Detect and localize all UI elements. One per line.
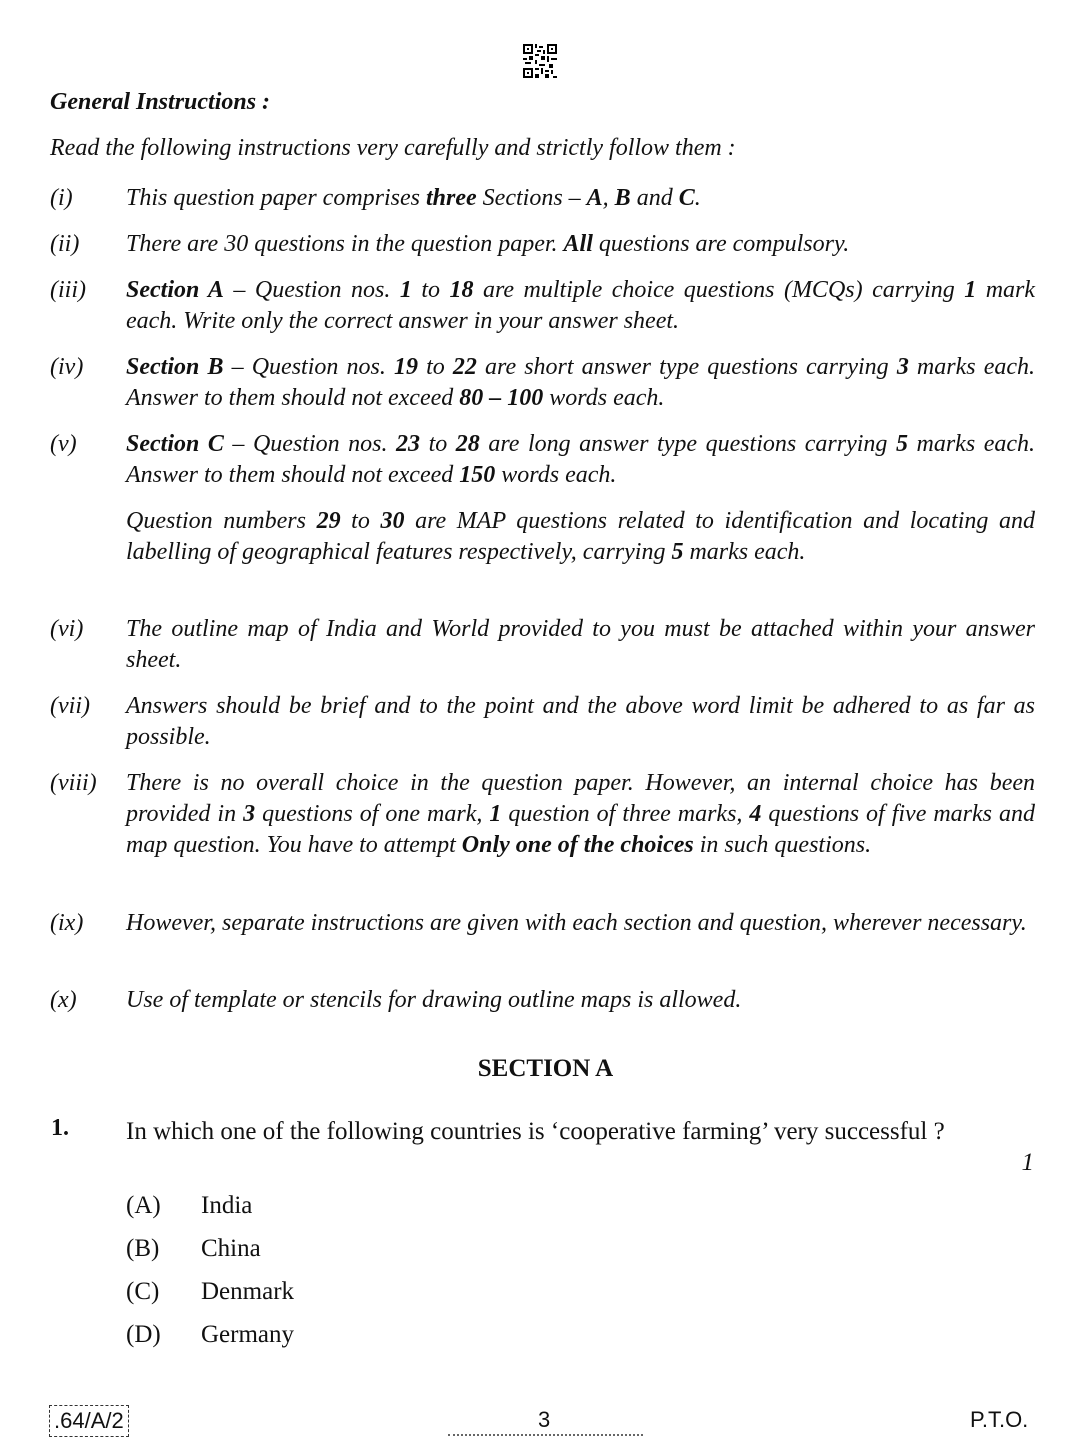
option-label: (D) — [126, 1321, 161, 1348]
page-number: 3 — [538, 1407, 551, 1432]
instruction-item — [50, 691, 1035, 753]
instruction-item — [50, 985, 1035, 1016]
instruction-text: Section B – Question nos. 19 to 22 are short answer type questions carrying 3 marks each. Answer to them should not exceed 80 – 100 words each. — [126, 354, 1036, 411]
instruction-text: Section A – Question nos. 1 to 18 are multiple choice questions (MCQs) carrying 1 mark each. Write only the correct answer in your answer sheet. — [126, 277, 1036, 334]
instruction-number: (x) — [50, 987, 77, 1013]
instruction-number: (iii) — [50, 277, 86, 303]
instruction-number: (vii) — [50, 693, 90, 719]
option-text: Germany — [201, 1321, 295, 1348]
instruction-text: However, separate instructions are given with each section and question, wherever necessary. — [126, 910, 1027, 936]
question-number: 1. — [51, 1115, 69, 1141]
option-label: (B) — [126, 1235, 160, 1262]
option-label: (A) — [126, 1192, 161, 1219]
instruction-item — [50, 506, 1035, 568]
option-text: China — [201, 1235, 261, 1262]
instruction-item — [50, 352, 1035, 414]
instruction-item — [50, 229, 1035, 260]
option-a — [126, 1192, 252, 1220]
option-d — [126, 1321, 294, 1349]
instruction-item — [50, 275, 1035, 337]
qr-code-icon — [523, 44, 557, 78]
instruction-text: The outline map of India and World provided to you must be attached within your answer sheet. — [126, 616, 1035, 673]
instruction-number: (v) — [50, 431, 77, 457]
instruction-number: (viii) — [50, 770, 97, 796]
question-marks: 1 — [1021, 1149, 1034, 1176]
instruction-item — [50, 183, 1035, 214]
instruction-number: (i) — [50, 185, 73, 211]
section-heading: SECTION A — [477, 1055, 614, 1082]
instruction-number: (ix) — [50, 910, 84, 936]
instructions-intro: Read the following instructions very carefully and strictly follow them : — [50, 135, 736, 161]
option-c — [126, 1278, 294, 1306]
instruction-text: There is no overall choice in the question paper. However, an internal choice has been provided in 3 questions of one mark, 1 question of three marks, 4 questions of five marks and map question. You have to attempt Only one of the choices in such questions. — [126, 770, 1036, 858]
footer-divider — [448, 1434, 643, 1436]
instruction-text: There are 30 questions in the question paper. All questions are compulsory. — [126, 231, 850, 257]
instruction-text: Use of template or stencils for drawing outline maps is allowed. — [126, 987, 742, 1013]
pto-label: P.T.O. — [970, 1407, 1029, 1432]
instructions-title: General Instructions : — [50, 89, 271, 115]
instruction-text: Answers should be brief and to the point and the above word limit be adhered to as far as possible. — [126, 693, 1035, 750]
instruction-text: Section C – Question nos. 23 to 28 are long answer type questions carrying 5 marks each. Answer to them should not exceed 150 words each. — [126, 431, 1036, 488]
option-text: India — [201, 1192, 253, 1219]
instruction-text: This question paper comprises three Sections – A, B and C. — [126, 185, 701, 211]
option-label: (C) — [126, 1278, 160, 1305]
instruction-number: (ii) — [50, 231, 80, 257]
instruction-text: Question numbers 29 to 30 are MAP questions related to identification and locating and labelling of geographical features respectively, carrying 5 marks each. — [126, 508, 1036, 565]
question-text: In which one of the following countries is ‘cooperative farming’ very successful ? — [126, 1118, 945, 1145]
instruction-number: (vi) — [50, 616, 84, 642]
instruction-item — [50, 768, 1035, 861]
option-b — [126, 1235, 261, 1263]
instruction-item — [50, 614, 1035, 676]
instruction-item — [50, 908, 1035, 939]
instruction-number: (iv) — [50, 354, 84, 380]
option-text: Denmark — [201, 1278, 295, 1305]
paper-code: .64/A/2 — [49, 1405, 129, 1437]
instruction-item — [50, 429, 1035, 491]
